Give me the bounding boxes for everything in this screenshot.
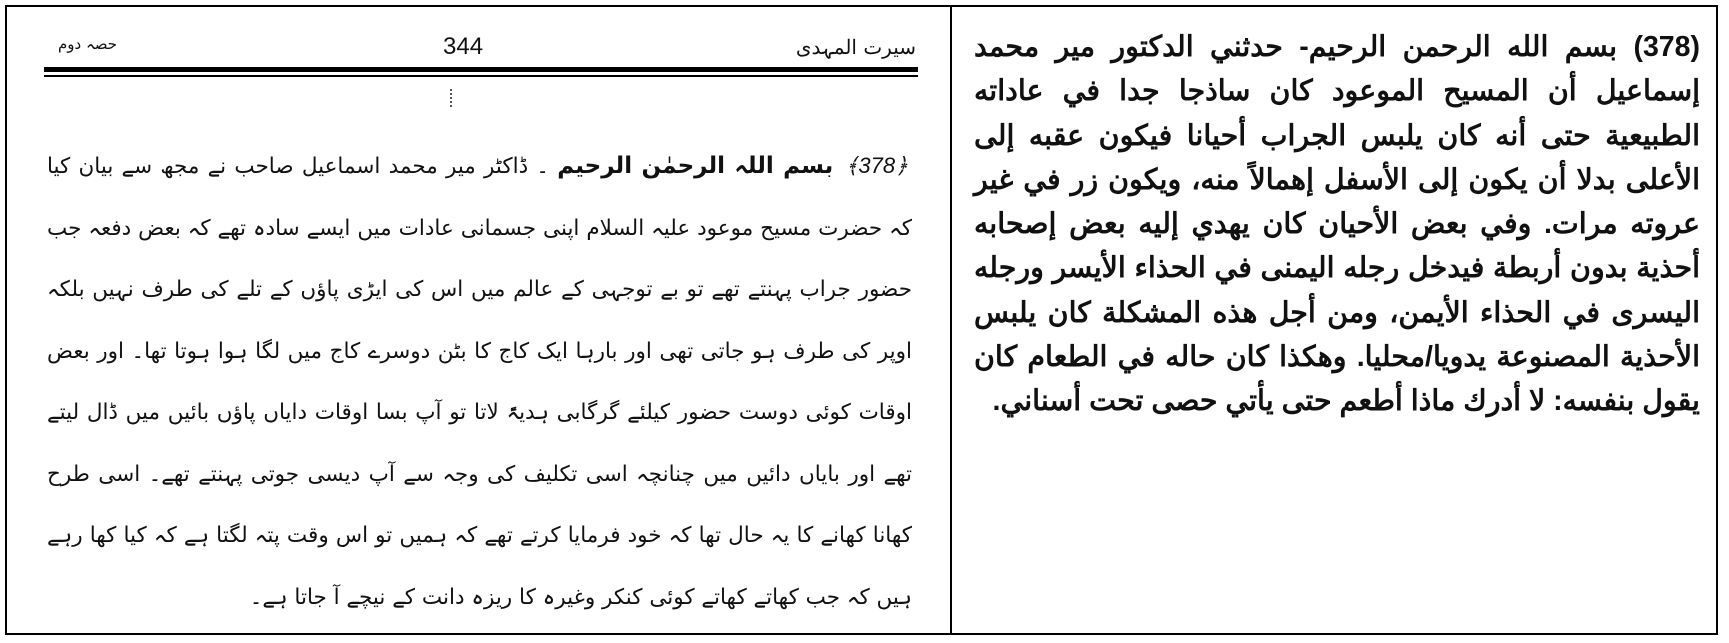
urdu-body-text: ۔ ڈاکٹر میر محمد اسماعیل صاحب نے مجھ سے بیان کیا کہ حضرت مسیح موعود علیہ السلام اپنی جسمانی عادات میں ایسے سادہ تھے کہ بعض دفعہ جب حضور جراب پہنتے تھے تو بے توجہی کے عالم میں اس کی ایڑی پاؤں کے تلے کی طرف نہیں بلکہ اوپر کی طرف ہو جاتی تھی اور بارہا ایک کاج کا بٹن دوسرے کاج میں لگا ہوا ہوتا تھا۔ اور بعض اوقات کوئی دوست حضور کیلئے گرگابی ہدیۃً لاتا تو آپ بسا اوقات دایاں پاؤں بائیں میں ڈال لیتے تھے اور بایاں دائیں میں چنانچہ اسی تکلیف کی وجہ سے آپ دیسی جوتی پہنتے تھے۔ اسی طرح کھانا کھانے کا یہ حال تھا کہ خود فرمایا کرتے تھے کہ ہمیں تو اس وقت پتہ لگتا ہے کہ کیا کھا رہے ہیں کہ جب کھاتے کھاتے کوئی کنکر وغیرہ کا ریزہ دانت کے نیچے آ جاتا ہے۔ — [47, 154, 912, 610]
narration-number-badge: ﴿378﴾ — [845, 153, 908, 178]
urdu-page-scan — [7, 7, 952, 633]
urdu-paragraph — [47, 135, 912, 628]
book-title: سیرت المہدی — [795, 35, 916, 59]
arabic-paragraph: (378) بسم الله الرحمن الرحيم- حدثني الدكتور مير محمد إسماعيل أن المسيح الموعود كان ساذجا جدا في عاداته الطبيعية حتى أنه كان يلبس الجراب أحيانا فيكون عقبه إلى الأعلى بدلا أن يكون إلى الأسفل إهمالاً منه، ويكون زر في غير عروته مرات. وفي بعض الأحيان كان يهدي إليه بعض إصحابه أحذية بدون أربطة فيدخل رجله اليمنى في الحذاء الأيسر ورجله اليسرى في الحذاء الأيمن، ومن أجل هذه المشكلة كان يلبس الأحذية المصنوعة يدويا/محليا. وهكذا كان حاله في الطعام كان يقول بنفسه: لا أدرك ماذا أطعم حتى يأتي حصى تحت أسناني. — [974, 31, 1700, 418]
arabic-translation-panel — [952, 7, 1716, 633]
header-rule-thin — [44, 75, 918, 77]
bismillah-heading: بسم اللہ الرحمٰن الرحیم — [557, 153, 834, 179]
page-number: 344 — [443, 33, 484, 60]
separator-dots — [450, 89, 454, 107]
part-label: حصہ دوم — [58, 35, 118, 53]
narration-number: 378 — [858, 153, 896, 178]
header-rule-thick — [44, 67, 918, 72]
document-frame — [5, 5, 1718, 635]
page-header — [44, 29, 918, 65]
